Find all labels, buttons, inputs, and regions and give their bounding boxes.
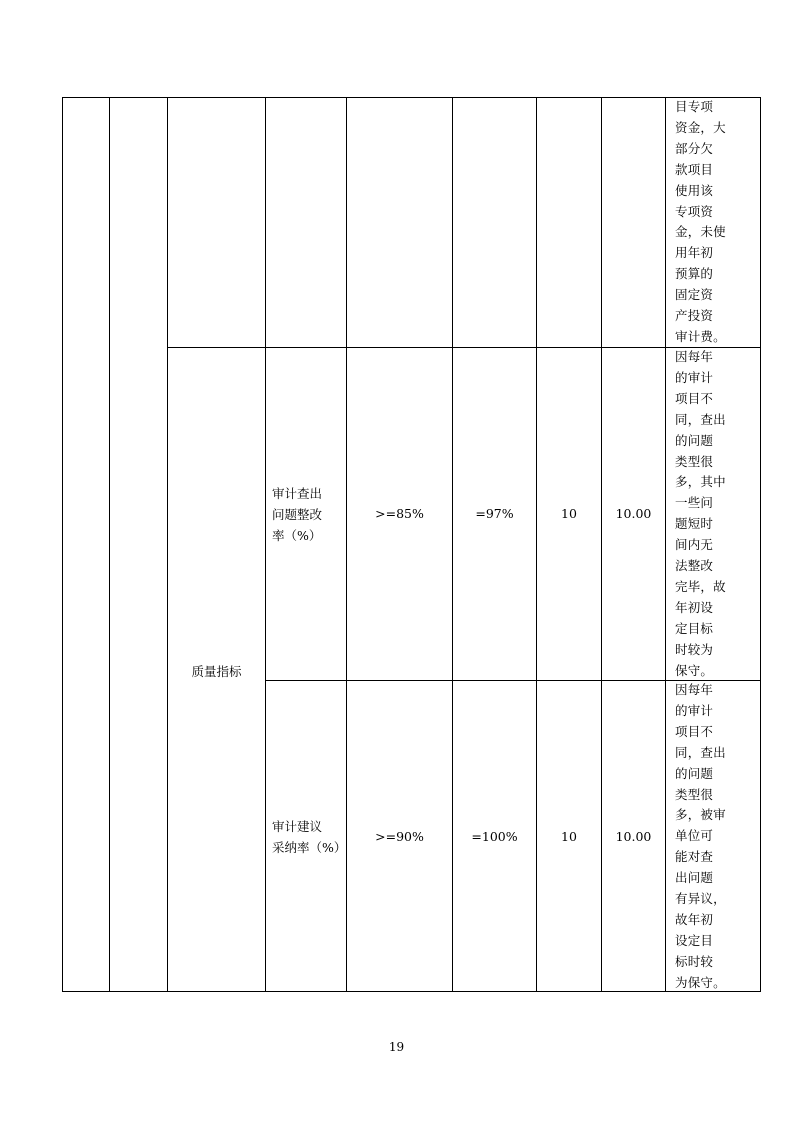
note-line: 同，查出	[675, 411, 726, 427]
deviation-note	[675, 347, 759, 682]
note-line: 金，未使	[675, 224, 726, 240]
indicator-name	[272, 816, 346, 858]
note-line: 用年初	[675, 245, 714, 261]
note-line: 目专项	[675, 99, 714, 114]
note-line: 完毕，故	[675, 578, 726, 594]
deviation-note	[675, 680, 759, 994]
note-line: 的审计	[675, 369, 714, 385]
note-line: 使用该	[675, 182, 714, 198]
note-line: 项目不	[675, 723, 714, 739]
note-line: 多，其中	[675, 474, 726, 490]
note-line: 一些问	[675, 495, 714, 511]
note-line: 多，被审	[675, 807, 726, 823]
note-line: 能对查	[675, 849, 714, 865]
col-line-7	[601, 97, 602, 992]
note-line: 年初设	[675, 599, 714, 615]
note-line: 同，查出	[675, 744, 726, 760]
note-line: 专项资	[675, 203, 714, 219]
note-line: 部分欠	[675, 140, 714, 156]
col-line-4	[346, 97, 347, 992]
indicator-line: 审计建议	[272, 819, 323, 834]
note-line: 的问题	[675, 765, 714, 781]
note-line: 产投资	[675, 308, 714, 324]
note-line: 类型很	[675, 786, 714, 802]
actual-value: =100%	[471, 829, 518, 844]
page-number: 19	[388, 1040, 405, 1054]
note-line: 故年初	[675, 911, 714, 927]
indicator-name	[272, 483, 344, 546]
note-line: 固定资	[675, 287, 714, 303]
note-line: 的问题	[675, 432, 714, 448]
indicator-line: 审计查出	[272, 486, 323, 501]
indicator-line: 采纳率（%）	[272, 840, 347, 855]
note-line: 资金，大	[675, 119, 726, 135]
weight-value: 10	[561, 506, 577, 521]
note-line: 单位可	[675, 828, 714, 844]
col-line-3	[265, 97, 266, 992]
note-line: 题短时	[675, 516, 714, 532]
note-line: 标时较	[675, 953, 714, 969]
indicator-line: 率（%）	[272, 528, 322, 543]
note-line: 类型很	[675, 453, 714, 469]
note-line: 间内无	[675, 537, 714, 553]
note-line: 保守。	[675, 662, 714, 678]
col-line-8	[665, 97, 666, 992]
category-label: 质量指标	[191, 664, 242, 679]
col-line-9	[760, 97, 761, 992]
col-line-0	[62, 97, 63, 992]
note-line: 法整改	[675, 558, 714, 574]
note-line: 预算的	[675, 266, 714, 282]
col-line-5	[452, 97, 453, 992]
col-line-6	[536, 97, 537, 992]
note-line: 有异议，	[675, 891, 726, 907]
score-value: 10.00	[615, 829, 652, 844]
col-line-1	[109, 97, 110, 992]
score-value: 10.00	[615, 506, 652, 521]
note-line: 出问题	[675, 870, 714, 886]
note-line: 定目标	[675, 620, 714, 636]
top-row-note	[675, 97, 759, 348]
weight-value: 10	[561, 829, 577, 844]
note-line: 设定目	[675, 932, 714, 948]
note-line: 为保守。	[675, 974, 726, 990]
col-line-2	[167, 97, 168, 992]
note-line: 款项目	[675, 161, 714, 177]
note-line: 审计费。	[675, 328, 726, 344]
note-line: 因每年	[675, 349, 714, 364]
note-line: 项目不	[675, 390, 714, 406]
note-line: 因每年	[675, 682, 714, 697]
target-value: >=85%	[375, 506, 424, 521]
actual-value: =97%	[475, 506, 514, 521]
indicator-line: 问题整改	[272, 507, 323, 522]
note-line: 时较为	[675, 641, 714, 657]
target-value: >=90%	[375, 829, 424, 844]
row-divider-quality	[167, 347, 761, 348]
note-line: 的审计	[675, 702, 714, 718]
